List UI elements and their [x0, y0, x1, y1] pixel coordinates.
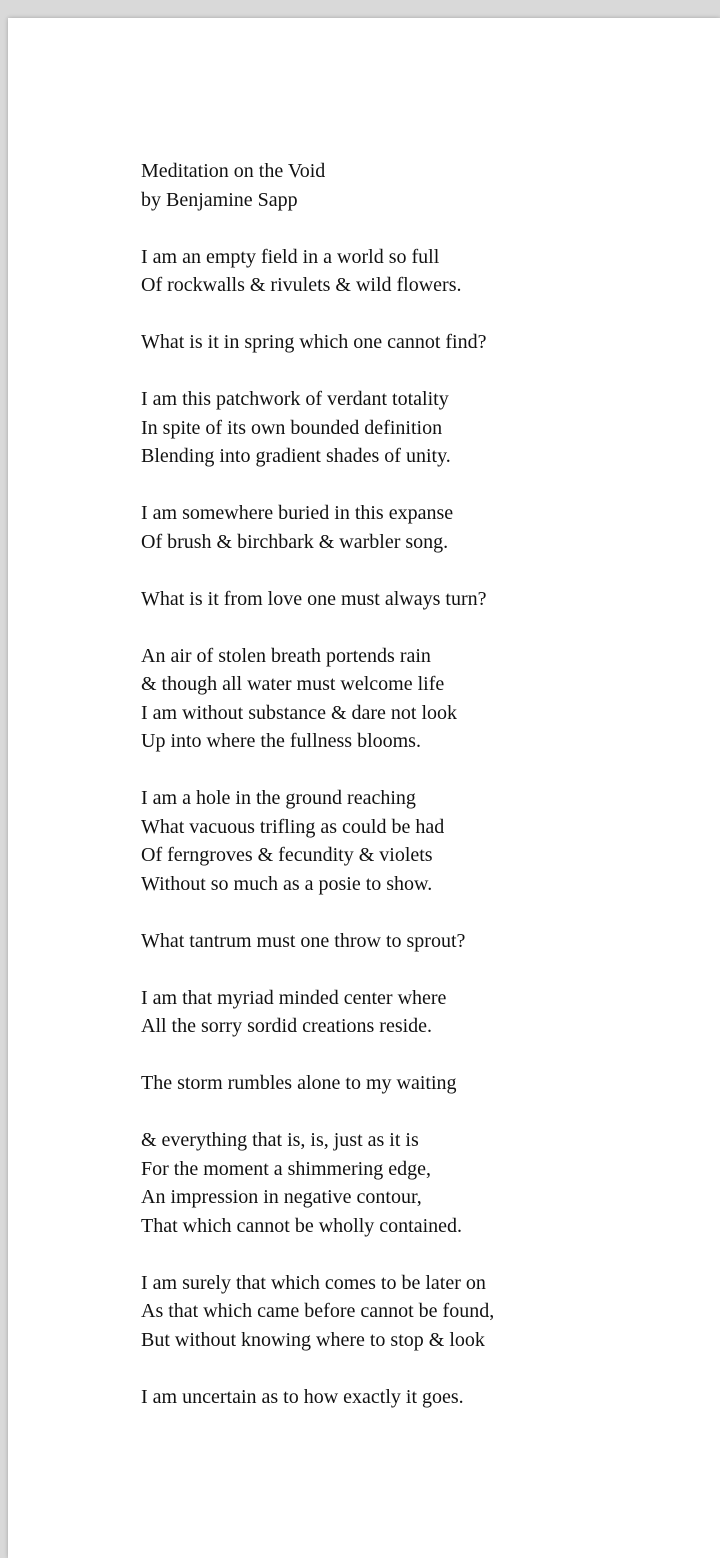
poem-line: Up into where the fullness blooms. — [141, 730, 421, 752]
stanza-break — [141, 898, 494, 927]
poem-line: I am a hole in the ground reaching — [141, 787, 416, 809]
stanza — [141, 499, 494, 556]
stanza — [141, 984, 494, 1041]
poem-line: What vacuous trifling as could be had — [141, 815, 445, 838]
poem-line: & though all water must welcome life — [141, 673, 445, 695]
stanza — [141, 927, 494, 956]
poem — [141, 157, 494, 1411]
poem-line: In spite of its own bounded definition — [141, 416, 443, 439]
stanza-break — [141, 357, 494, 386]
stanza — [141, 585, 494, 614]
poem-line: I am this patchwork of verdant totality — [141, 388, 449, 410]
stanza-break — [141, 1041, 494, 1070]
stanza — [141, 385, 494, 471]
poem-line: But without knowing where to stop & look — [141, 1328, 485, 1351]
stanza-break — [141, 756, 494, 785]
stanza — [141, 784, 494, 898]
stanza — [141, 1383, 494, 1412]
poem-line: I am uncertain as to how exactly it goes. — [141, 1385, 464, 1408]
stanza — [141, 328, 494, 357]
stanza-break — [141, 1354, 494, 1383]
poem-line: As that which came before cannot be found, — [141, 1300, 495, 1322]
stanza — [141, 1069, 494, 1098]
poem-author: by Benjamine Sapp — [141, 188, 298, 211]
poem-line: For the moment a shimmering edge, — [141, 1157, 431, 1180]
poem-title: Meditation on the Void — [141, 160, 326, 182]
stanza-break — [141, 613, 494, 642]
stanza-break — [141, 214, 494, 243]
poem-line: An air of stolen breath portends rain — [141, 644, 431, 667]
stanza-break — [141, 300, 494, 329]
stanza-break — [141, 556, 494, 585]
poem-line: & everything that is, is, just as it is — [141, 1129, 419, 1151]
poem-line: The storm rumbles alone to my waiting — [141, 1072, 457, 1094]
poem-line: What tantrum must one throw to sprout? — [141, 929, 466, 952]
stanza-break — [141, 1240, 494, 1269]
poem-line: Without so much as a posie to show. — [141, 872, 433, 895]
poem-line: What is it in spring which one cannot find? — [141, 331, 487, 353]
stanza-break — [141, 955, 494, 984]
poem-line: Of rockwalls & rivulets & wild flowers. — [141, 274, 462, 296]
stanza — [141, 243, 494, 300]
poem-line: An impression in negative contour, — [141, 1186, 422, 1208]
stanza-break — [141, 1098, 494, 1127]
poem-line: All the sorry sordid creations reside. — [141, 1015, 433, 1037]
stanza — [141, 642, 494, 756]
poem-line: That which cannot be wholly contained. — [141, 1214, 463, 1237]
poem-line: I am that myriad minded center where — [141, 986, 447, 1009]
poem-line: Blending into gradient shades of unity. — [141, 445, 451, 467]
stanza — [141, 1269, 494, 1355]
poem-line: I am somewhere buried in this expanse — [141, 502, 454, 524]
poem-line: I am surely that which comes to be later on — [141, 1271, 486, 1294]
poem-line: What is it from love one must always turn? — [141, 587, 487, 610]
stanza — [141, 1126, 494, 1240]
poem-line: Of brush & birchbark & warbler song. — [141, 530, 449, 553]
poem-line: Of ferngroves & fecundity & violets — [141, 844, 433, 866]
stanza-break — [141, 471, 494, 500]
poem-line: I am an empty field in a world so full — [141, 245, 440, 268]
poem-line: I am without substance & dare not look — [141, 701, 458, 724]
